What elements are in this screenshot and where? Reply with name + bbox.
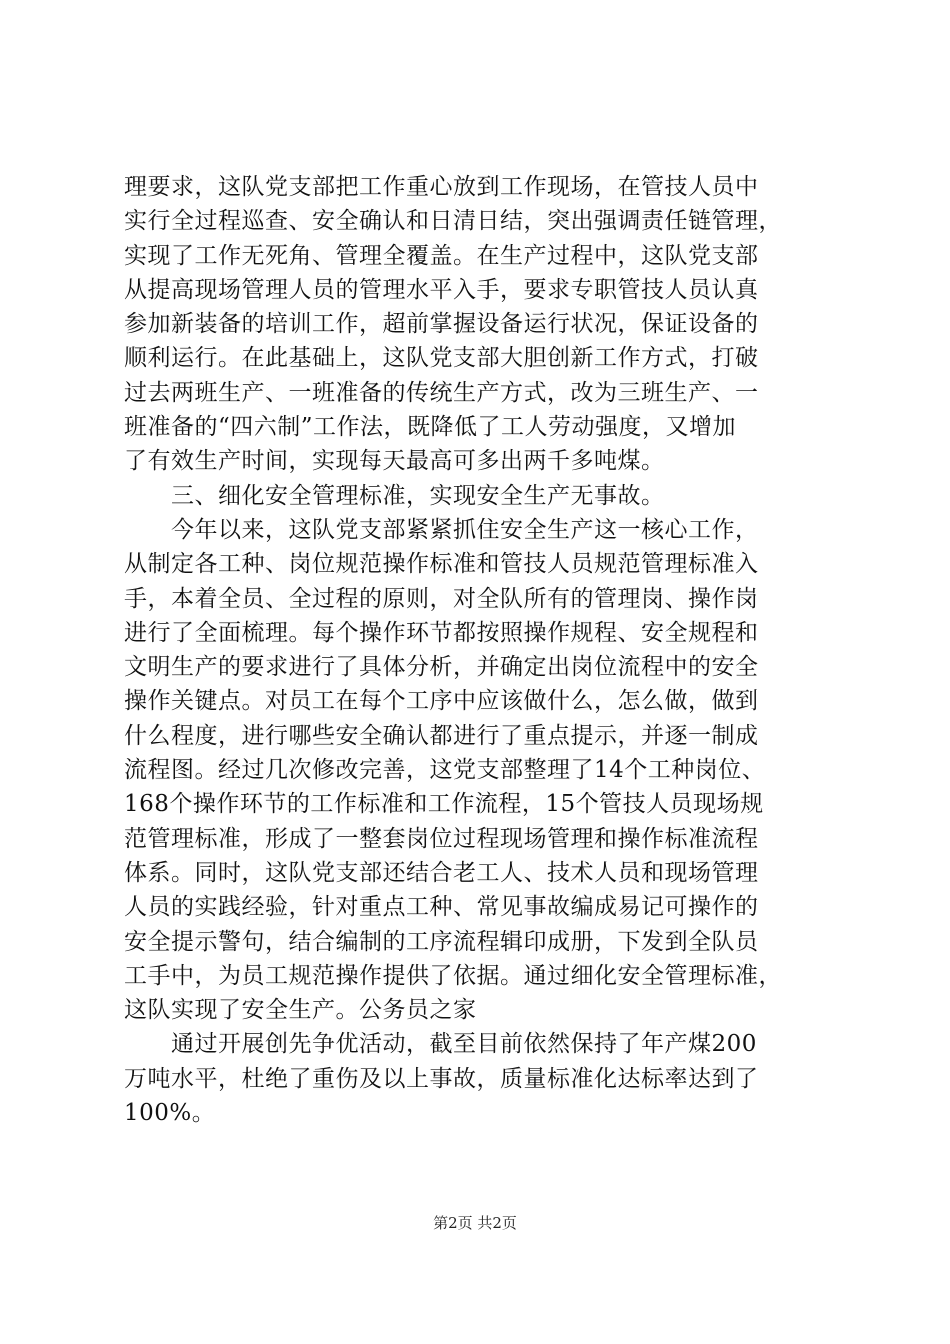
text-line: 这队实现了安全生产。公务员之家 xyxy=(124,997,477,1024)
text-line: 168个操作环节的工作标准和工作流程，15个管技人员现场规 xyxy=(124,791,764,818)
text-line: 操作关键点。对员工在每个工序中应该做什么，怎么做，做到 xyxy=(124,688,759,715)
text-line: 人员的实践经验，针对重点工种、常见事故编成易记可操作的 xyxy=(124,894,759,921)
text-line: 从提高现场管理人员的管理水平入手，要求专职管技人员认真 xyxy=(124,276,759,303)
text-line: 进行了全面梳理。每个操作环节都按照操作规程、安全规程和 xyxy=(124,619,759,646)
text-line: 班准备的“四六制”工作法，既降低了工人劳动强度，又增加 xyxy=(124,414,737,441)
text-line: 实行全过程巡查、安全确认和日清日结，突出强调责任链管理， xyxy=(124,208,782,235)
text-line: 文明生产的要求进行了具体分析，并确定出岗位流程中的安全 xyxy=(124,654,759,681)
text-line: 万吨水平，杜绝了重伤及以上事故，质量标准化达标率达到了 xyxy=(124,1065,759,1092)
text-line: 手，本着全员、全过程的原则，对全队所有的管理岗、操作岗 xyxy=(124,585,759,612)
section-heading: 三、细化安全管理标准，实现安全生产无事故。 xyxy=(124,482,665,509)
text-line: 100%。 xyxy=(124,1100,216,1127)
text-line: 安全提示警句，结合编制的工序流程辑印成册，下发到全队员 xyxy=(124,928,759,955)
text-line: 了有效生产时间，实现每天最高可多出两千多吨煤。 xyxy=(124,448,665,475)
text-line: 流程图。经过几次修改完善，这党支部整理了14个工种岗位、 xyxy=(124,757,766,784)
text-line: 通过开展创先争优活动，截至目前依然保持了年产煤200 xyxy=(124,1031,757,1058)
text-line: 工手中，为员工规范操作提供了依据。通过细化安全管理标准， xyxy=(124,962,782,989)
text-line: 实现了工作无死角、管理全覆盖。在生产过程中，这队党支部 xyxy=(124,242,759,269)
text-line: 今年以来，这队党支部紧紧抓住安全生产这一核心工作， xyxy=(124,516,759,543)
text-line: 什么程度，进行哪些安全确认都进行了重点提示，并逐一制成 xyxy=(124,722,759,749)
text-line: 过去两班生产、一班准备的传统生产方式，改为三班生产、一 xyxy=(124,379,759,406)
text-line: 体系。同时，这队党支部还结合老工人、技术人员和现场管理 xyxy=(124,859,759,886)
text-line: 顺利运行。在此基础上，这队党支部大胆创新工作方式，打破 xyxy=(124,345,759,372)
page-footer: 第2页 共2页 xyxy=(433,1214,517,1232)
text-line: 参加新装备的培训工作，超前掌握设备运行状况，保证设备的 xyxy=(124,311,759,338)
text-line: 范管理标准，形成了一整套岗位过程现场管理和操作标准流程 xyxy=(124,825,759,852)
text-line: 理要求，这队党支部把工作重心放到工作现场，在管技人员中 xyxy=(124,174,759,200)
document-body xyxy=(124,170,844,1130)
text-line: 从制定各工种、岗位规范操作标准和管技人员规范管理标准入 xyxy=(124,551,759,578)
